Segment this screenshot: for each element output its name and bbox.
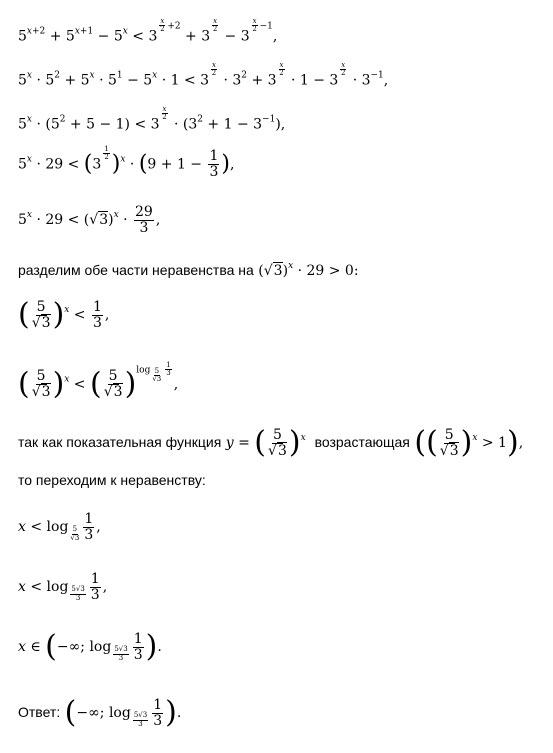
equation-line-13: x ∈ (−∞; log $_{\frac{5√3}{3}}$ $\frac{1}{3}$ ). bbox=[18, 629, 162, 665]
equation-line-5: $5^x \cdot 29 < (√3)^x$ · $\frac{29}{3}$ , bbox=[18, 204, 161, 236]
equation-line-12: x < log $_{\frac{5√3}{3}}$ $\frac{1}{3}$ , bbox=[18, 571, 108, 603]
divide-line: разделим обе части неравенства на $(√3)^x \cdot 29 > 0$: bbox=[18, 261, 359, 279]
since-line: так как показательная функция y = ( $\frac{5}{√3}$ )$^x$ возрастающая (( $\frac{5}{√3}$ )$^x$ > 1), bbox=[18, 425, 524, 461]
therefore-text: то переходим к неравенству: bbox=[18, 472, 206, 488]
equation-line-4: $5^x \cdot 29 < (3$ $\frac{1}{2}$ )$^x$ · (9 + 1 − $\frac{1}{3}$ ), bbox=[18, 145, 235, 180]
increasing-text: возрастающая bbox=[314, 434, 410, 451]
equation-line-1: $5^{x+2} + 5^{x+1} - 5^x < 3$ $\frac{x}{2}$ +2 + 3 $\frac{x}{2}$ − 3 $\frac{x}{2}$ −1, bbox=[18, 17, 278, 45]
divide-text: разделим обе части неравенства на bbox=[18, 262, 254, 278]
equation-line-2: $5^x \cdot 5^2 + 5^x \cdot 5^1 - 5^x \cdot 1 < 3$ $\frac{x}{2}$ · $3^2 + 3$ $\frac{x}{2}$ · 1 − 3 $\frac{x}{2}$ · $3^{-1}$, bbox=[18, 61, 389, 89]
equation-line-7: ( $\frac{5}{√3}$ )$^x$ < $\frac{1}{3}$ , bbox=[18, 297, 110, 333]
answer-line: Ответ: (−∞; log $_{\frac{5√3}{3}}$ $\frac{1}{3}$ ). bbox=[18, 695, 182, 731]
equation-line-11: x < log $_{\frac{5}{√3}}$ $\frac{1}{3}$ , bbox=[18, 511, 101, 543]
answer-label: Ответ: bbox=[18, 704, 61, 721]
equation-line-8: ( $\frac{5}{√3}$ )$^x$ < ( $\frac{5}{√3}$ )log $_{\frac{5}{√3}}$ $\frac{1}{3}$ , bbox=[18, 361, 179, 402]
since-text: так как показательная функция bbox=[18, 434, 222, 451]
equation-line-3: $5^x \cdot (5^2 + 5 - 1) < 3$ $\frac{x}{2}$ · $(3^2 + 1 - 3^{-1})$, bbox=[18, 105, 286, 133]
